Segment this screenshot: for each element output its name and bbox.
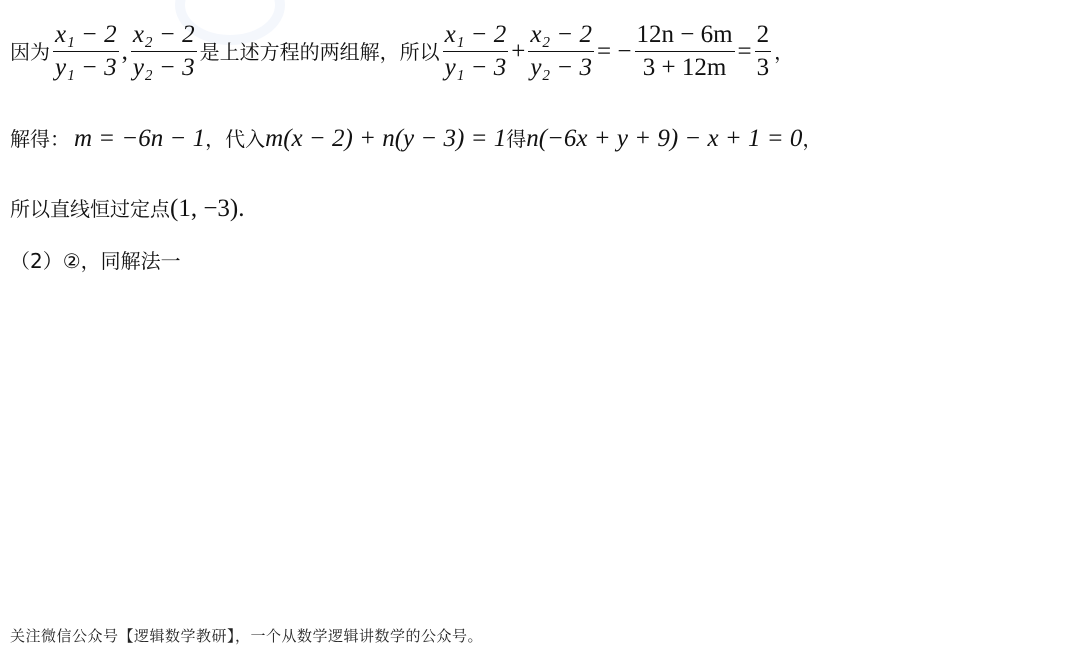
fraction-2-numerator: x₂ − 2 bbox=[131, 22, 197, 52]
plus-sign: + bbox=[511, 38, 526, 66]
fraction-3-numerator: x₁ − 2 bbox=[443, 22, 509, 52]
line2-de: 得 bbox=[506, 126, 527, 151]
equation-line-form: m(x − 2) + n(y − 3) = 1 bbox=[265, 125, 507, 152]
equation-line-1 bbox=[10, 22, 794, 82]
comma-separator: , bbox=[121, 38, 128, 66]
fraction-5-denominator: 3 + 12m bbox=[642, 54, 727, 82]
fraction-1-numerator: x₁ − 2 bbox=[53, 22, 119, 52]
fraction-5 bbox=[635, 22, 735, 82]
equation-line-2 bbox=[10, 126, 822, 151]
conclusion-line bbox=[10, 196, 245, 221]
part-2-note bbox=[10, 251, 181, 271]
fraction-6-numerator: 2 bbox=[755, 22, 772, 52]
fraction-6-denominator: 3 bbox=[756, 54, 770, 82]
fixed-point: (1, −3) bbox=[170, 195, 239, 222]
fraction-1 bbox=[53, 22, 119, 82]
footer-notice: 关注微信公众号【逻辑数学教研】，一个从数学逻辑讲数学的公众号。 bbox=[10, 627, 484, 645]
fraction-4 bbox=[528, 22, 594, 82]
part-2-text: （2）②，同解法一 bbox=[10, 249, 181, 273]
fraction-3 bbox=[443, 22, 509, 82]
fraction-5-numerator: 12n − 6m bbox=[635, 22, 735, 52]
fraction-3-denominator: y₁ − 3 bbox=[444, 54, 507, 82]
fraction-6 bbox=[755, 22, 772, 82]
equals-sign: = bbox=[737, 38, 752, 66]
line1-prefix: 因为 bbox=[10, 39, 50, 64]
line2-mid-text: ，代入 bbox=[205, 126, 266, 151]
conclusion-end: . bbox=[238, 195, 245, 222]
fraction-4-numerator: x₂ − 2 bbox=[528, 22, 594, 52]
fraction-2 bbox=[131, 22, 197, 82]
fraction-2-denominator: y₂ − 3 bbox=[132, 54, 195, 82]
line2-prefix: 解得： bbox=[10, 126, 70, 151]
equation-m-value: m = −6n − 1 bbox=[74, 125, 206, 152]
line1-middle-text: 是上述方程的两组解，所以 bbox=[199, 39, 440, 64]
fraction-1-denominator: y₁ − 3 bbox=[55, 54, 117, 82]
conclusion-text: 所以直线恒过定点 bbox=[10, 196, 170, 221]
line1-end: ， bbox=[774, 39, 795, 64]
line2-end: ， bbox=[802, 126, 823, 151]
equals-negative: = − bbox=[597, 38, 632, 66]
equation-substituted: n(−6x + y + 9) − x + 1 = 0 bbox=[526, 125, 803, 152]
fraction-4-denominator: y₂ − 3 bbox=[530, 54, 593, 82]
